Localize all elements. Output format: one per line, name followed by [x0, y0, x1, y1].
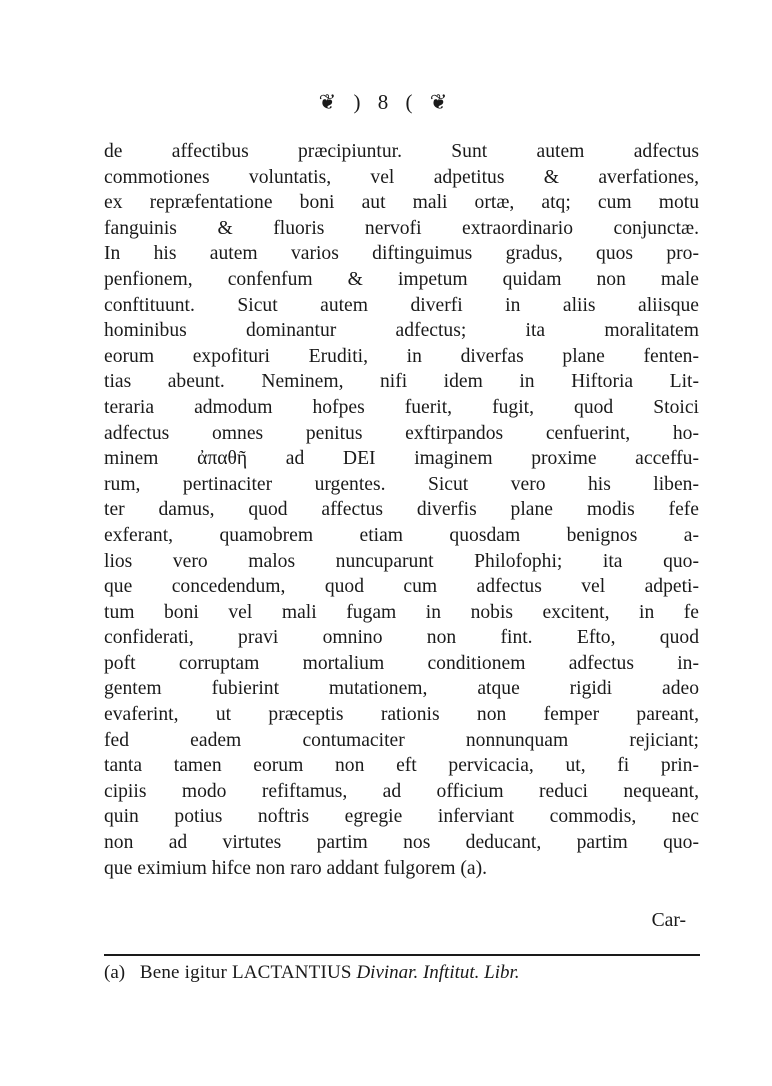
text-line: tanta tamen eorum non eft pervicacia, ut, fi prin- [104, 755, 699, 777]
text-line: non ad virtutes partim nos deducant, partim quo- [104, 832, 699, 854]
text-line: rum, pertinaciter urgentes. Sicut vero his liben- [104, 473, 699, 495]
text-line: teraria admodum hofpes fuerit, fugit, quod Stoici [104, 396, 699, 418]
text-line: conftituunt. Sicut autem diverfi in aliis aliisque [104, 294, 699, 316]
footnote [104, 961, 700, 985]
text-line: hominibus dominantur adfectus; ita moralitatem [104, 320, 699, 342]
text-line: ex repræfentatione boni aut mali ortæ, atq; cum motu [104, 192, 699, 214]
text-line: commotiones voluntatis, vel adpetitus & averfationes, [104, 166, 699, 188]
body-text [104, 139, 699, 881]
text-line: adfectus omnes penitus exftirpandos cenfuerint, ho- [104, 422, 699, 444]
running-head: ❦ ) 8 ( ❦ [318, 90, 454, 114]
footnote-rule [104, 954, 700, 956]
text-line: penfionem, confenfum & impetum quidam non male [104, 268, 699, 290]
text-line: In his autem varios diftinguimus gradus, quos pro- [104, 243, 699, 265]
text-line: que concedendum, quod cum adfectus vel adpeti- [104, 576, 699, 598]
footnote-text: Bene igitur LACTANTIUS [139, 962, 352, 983]
text-line: tum boni vel mali fugam in nobis excitent, in fe [104, 601, 699, 623]
text-line: minem ἀπαθῆ ad DEI imaginem proxime acceffu- [104, 448, 699, 470]
text-line: gentem fubierint mutationem, atque rigidi adeo [104, 678, 699, 700]
text-line: que eximium hifce non raro addant fulgorem (a). [104, 857, 488, 879]
text-line: exferant, quamobrem etiam quosdam benignos a- [104, 524, 699, 546]
text-line: tias abeunt. Neminem, nifi idem in Hiftoria Lit- [104, 371, 699, 393]
text-line: fed eadem contumaciter nonnunquam rejiciant; [104, 729, 699, 751]
text-line: de affectibus præcipiuntur. Sunt autem adfectus [104, 141, 699, 162]
catchword: Car- [651, 910, 686, 931]
text-line: eorum expofituri Eruditi, in diverfas plane fenten- [104, 345, 699, 367]
footnote-source: Divinar. Inftitut. Libr. [356, 962, 520, 983]
footnote-marker: (a) [104, 962, 126, 983]
text-line: fanguinis & fluoris nervofi extraordinario conjunctæ. [104, 217, 699, 239]
text-line: ter damus, quod affectus diverfis plane modis fefe [104, 499, 699, 521]
text-line: lios vero malos nuncuparunt Philofophi; ita quo- [104, 550, 699, 572]
text-line: confiderati, pravi omnino non fint. Efto, quod [104, 627, 699, 649]
text-line: evaferint, ut præceptis rationis non femper pareant, [104, 704, 699, 726]
text-line: poft corruptam mortalium conditionem adfectus in- [104, 652, 699, 674]
text-line: cipiis modo refiftamus, ad officium reduci nequeant, [104, 780, 699, 802]
text-line: quin potius noftris egregie inferviant commodis, nec [104, 806, 699, 828]
